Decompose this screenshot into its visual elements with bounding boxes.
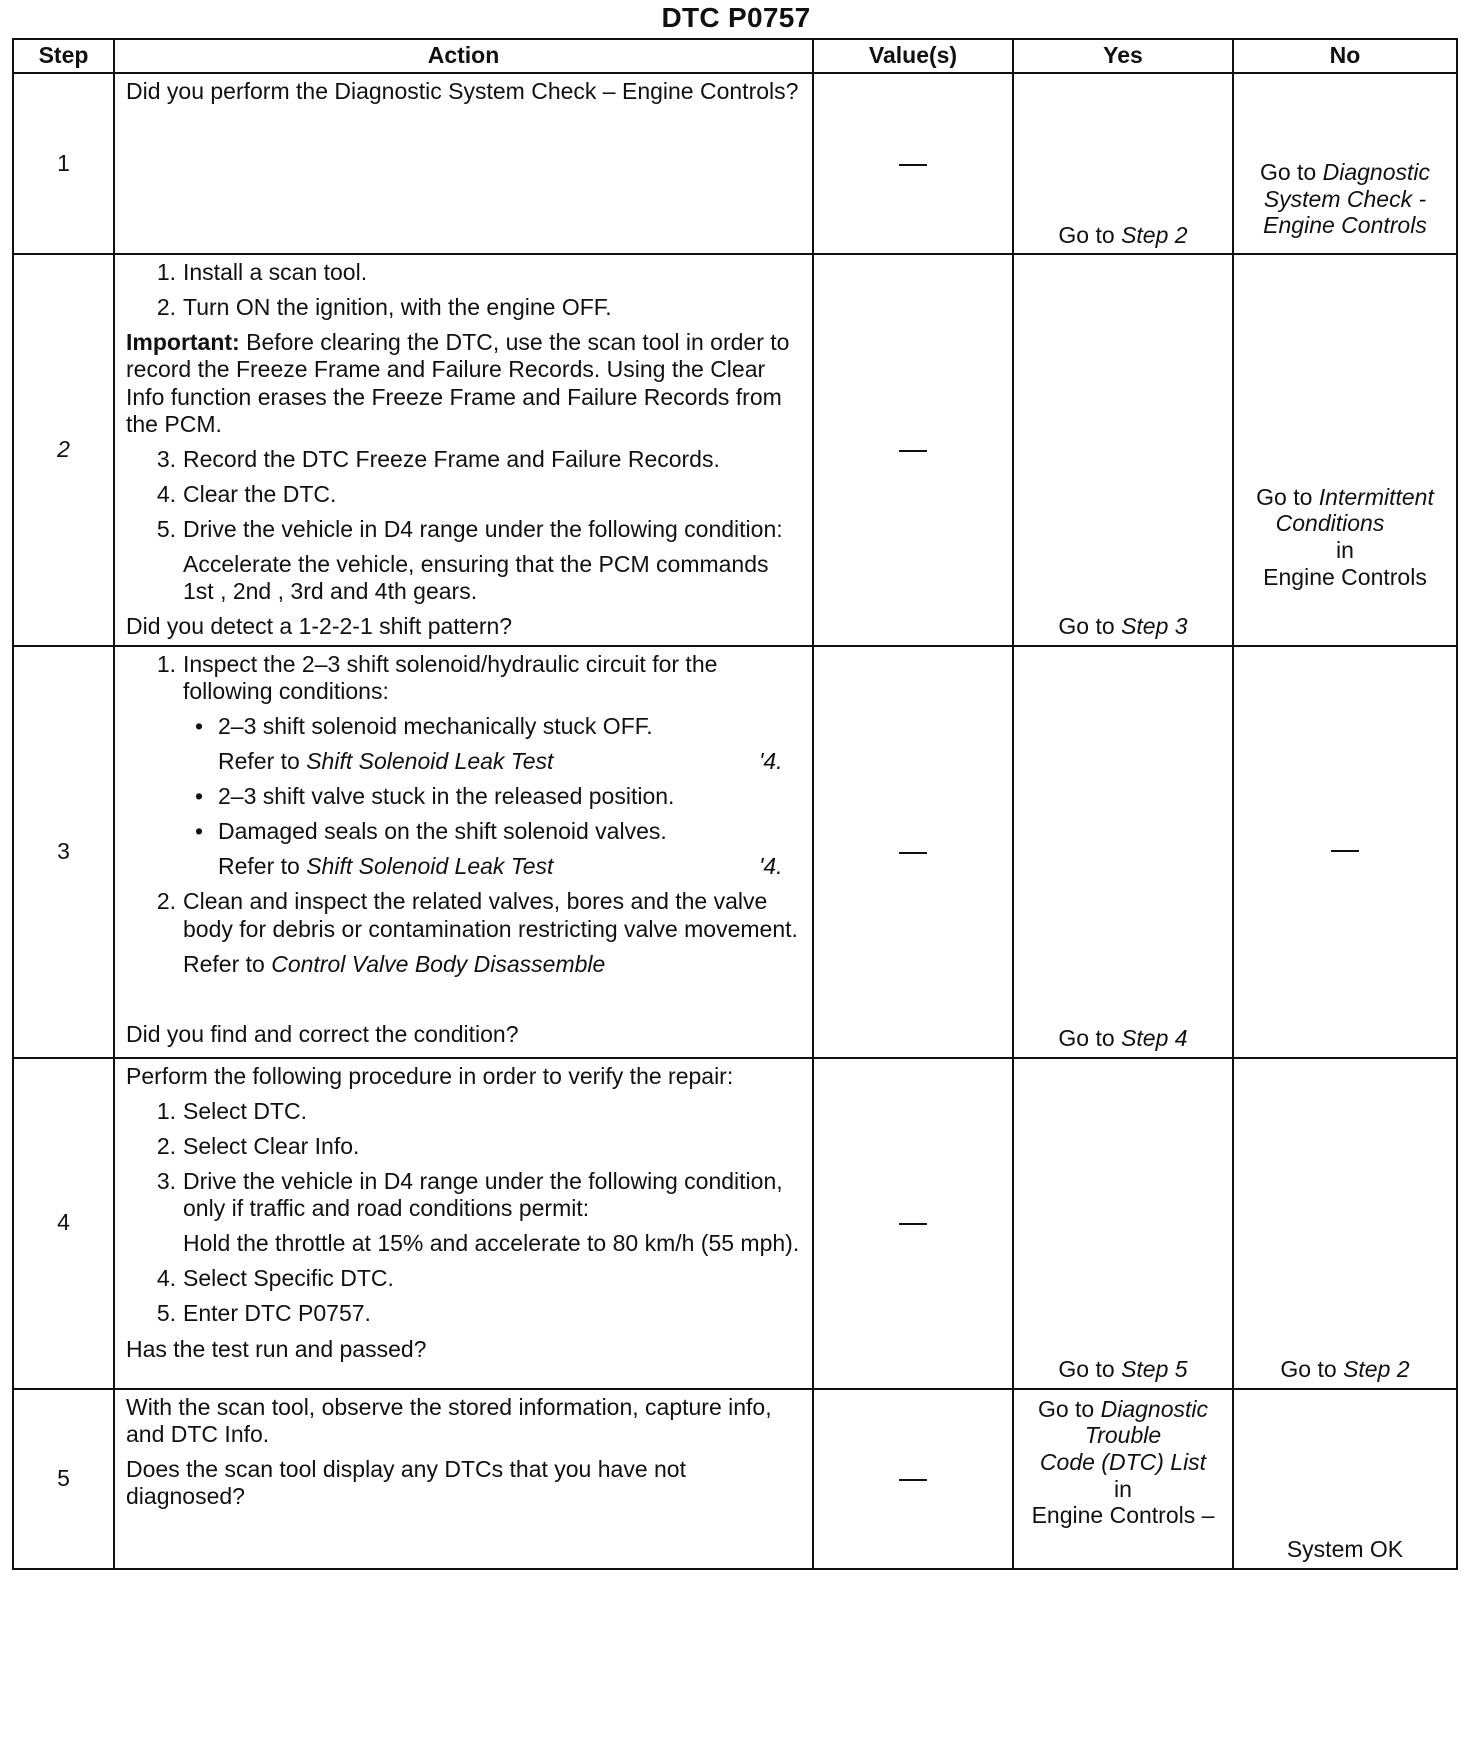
action-cell [114,646,813,1058]
yes-prefix: Go to [1058,221,1122,248]
no-cell: System OK [1233,1389,1457,1569]
no-link[interactable]: Diagnostic [1322,158,1431,185]
yes-cell [1013,1058,1233,1389]
list-item: 4. Clear the DTC. [156,480,337,507]
step-number: 4 [13,1058,114,1389]
list-item: 2. Select Clear Info. [156,1132,360,1159]
step-number [13,254,114,646]
yes-cell [1013,73,1233,254]
page-title: DTC P0757 [661,2,811,33]
procedure-list [126,259,804,321]
list-item: • 2–3 shift solenoid mechanically stuck OFF. [195,712,653,739]
list-item: 2. Turn ON the ignition, with the engine OFF. [156,294,612,321]
sub-instruction: Hold the throttle at 15% and accelerate to 80 km/h (55 mph). [183,1230,800,1257]
procedure-list [126,446,804,543]
dash-mark [899,164,927,166]
yes-prefix: Go to [1058,1025,1122,1052]
question-text: Did you find and correct the condition? [126,1021,519,1048]
action-cell [114,1058,813,1389]
reference-link[interactable]: Control Valve Body Disassemble [271,950,606,977]
yes-link[interactable]: Diagnostic [1100,1395,1209,1422]
no-cell [1233,254,1457,646]
list-item: • Damaged seals on the shift solenoid valves. [195,818,667,845]
yes-prefix: Go to [1058,613,1122,640]
list-item: 4. Select Specific DTC. [156,1265,394,1292]
question-text: Has the test run and passed? [126,1335,427,1362]
value-cell [813,1389,1013,1569]
question-text: Did you detect a 1-2-2-1 shift pattern? [126,613,513,640]
table-row [13,254,1457,646]
list-item: 1. Install a scan tool. [156,259,368,285]
no-link[interactable]: System Check - [1263,185,1427,212]
dash-mark [899,1223,927,1225]
table-row [13,1389,1457,1569]
yes-link[interactable]: Code (DTC) List [1039,1448,1207,1475]
no-in-text: in [1336,537,1354,564]
action-cell [114,1389,813,1569]
no-tail-text: Engine Controls [1263,563,1427,590]
list-item: 5. Enter DTC P0757. [156,1300,371,1327]
reference-link[interactable]: Shift Solenoid Leak Test [306,747,554,774]
table-row [13,73,1457,254]
list-item: 2. Clean and inspect the related valves, bores and the valve body for debris or contamination restricting valve movement. [156,888,798,942]
table-row [13,646,1457,1058]
yes-link[interactable]: Step 2 [1121,221,1188,248]
dash-mark [1331,850,1359,852]
reference-line: Refer to Control Valve Body Disassemble [183,950,606,977]
yes-cell [1013,1389,1233,1569]
step-number-text: 2 [57,436,70,463]
reference-line: Refer to Shift Solenoid Leak Test '4. [218,747,783,774]
diagnostic-table [12,38,1458,1570]
header-yes: Yes [1013,39,1233,73]
reference-link[interactable]: Shift Solenoid Leak Test [306,853,554,880]
procedure-list [126,888,804,950]
yes-link[interactable]: Trouble [1084,1422,1162,1449]
action-text: Did you perform the Diagnostic System Check – Engine Controls? [126,78,799,104]
question-text: Does the scan tool display any DTCs that you have not diagnosed? [126,1455,686,1509]
list-item: 5. Drive the vehicle in D4 range under the following condition: [156,516,783,542]
no-link[interactable]: Engine Controls [1263,212,1427,239]
dash-mark [899,450,927,452]
action-cell [114,254,813,646]
list-item: 3. Record the DTC Freeze Frame and Failure Records. [156,445,720,472]
no-cell [1233,73,1457,254]
no-link[interactable]: Step 2 [1343,1356,1410,1383]
header-step: Step [13,39,114,73]
no-prefix: Go to [1259,158,1323,185]
value-cell [813,1058,1013,1389]
yes-in-text: in [1114,1475,1132,1502]
no-link[interactable]: Conditions [1275,510,1385,537]
list-item: 1. Inspect the 2–3 shift solenoid/hydraulic circuit for the following conditions: [156,650,718,704]
no-cell [1233,646,1457,1058]
intro-text: Perform the following procedure in order to verify the repair: [126,1062,734,1089]
yes-link[interactable]: Step 5 [1121,1356,1188,1383]
value-cell [813,254,1013,646]
no-link[interactable]: Intermittent [1318,483,1434,510]
no-prefix: Go to [1256,483,1319,510]
yes-cell [1013,646,1233,1058]
yes-cell [1013,254,1233,646]
sub-instruction: Accelerate the vehicle, ensuring that the PCM commands 1st , 2nd , 3rd and 4th gears. [183,551,769,605]
dash-mark [899,1479,927,1481]
procedure-list [126,1265,804,1327]
condition-list [126,713,804,748]
header-action: Action [114,39,813,73]
list-item: 3. Drive the vehicle in D4 range under the following condition, only if traffic and road conditions permit: [156,1167,783,1221]
header-row [13,39,1457,73]
header-values: Value(s) [813,39,1013,73]
condition-list [126,783,804,853]
list-item: 1. Select DTC. [156,1097,307,1124]
yes-link[interactable]: Step 4 [1121,1025,1188,1052]
list-item: • 2–3 shift valve stuck in the released position. [195,783,675,809]
value-cell [813,73,1013,254]
step-number: 3 [13,646,114,1058]
no-prefix: Go to [1280,1356,1344,1383]
important-note: Important: Before clearing the DTC, use the scan tool in order to record the Freeze Frame and Failure Records. Using the Clear Info function erases the Freeze Frame and Failure Records from the PCM. [126,329,790,437]
yes-tail-text: Engine Controls – [1031,1502,1215,1529]
reference-line: Refer to Shift Solenoid Leak Test '4. [218,853,783,880]
step-number: 1 [13,73,114,254]
value-cell [813,646,1013,1058]
header-no: No [1233,39,1457,73]
dash-mark [899,852,927,854]
yes-link[interactable]: Step 3 [1121,613,1188,640]
procedure-list [126,651,804,713]
procedure-list [126,1098,804,1223]
yes-prefix: Go to [1037,1395,1101,1422]
no-cell [1233,1058,1457,1389]
action-text: With the scan tool, observe the stored information, capture info, and DTC Info. [126,1393,772,1447]
table-row [13,1058,1457,1389]
yes-prefix: Go to [1058,1356,1122,1383]
action-cell [114,73,813,254]
step-number: 5 [13,1389,114,1569]
